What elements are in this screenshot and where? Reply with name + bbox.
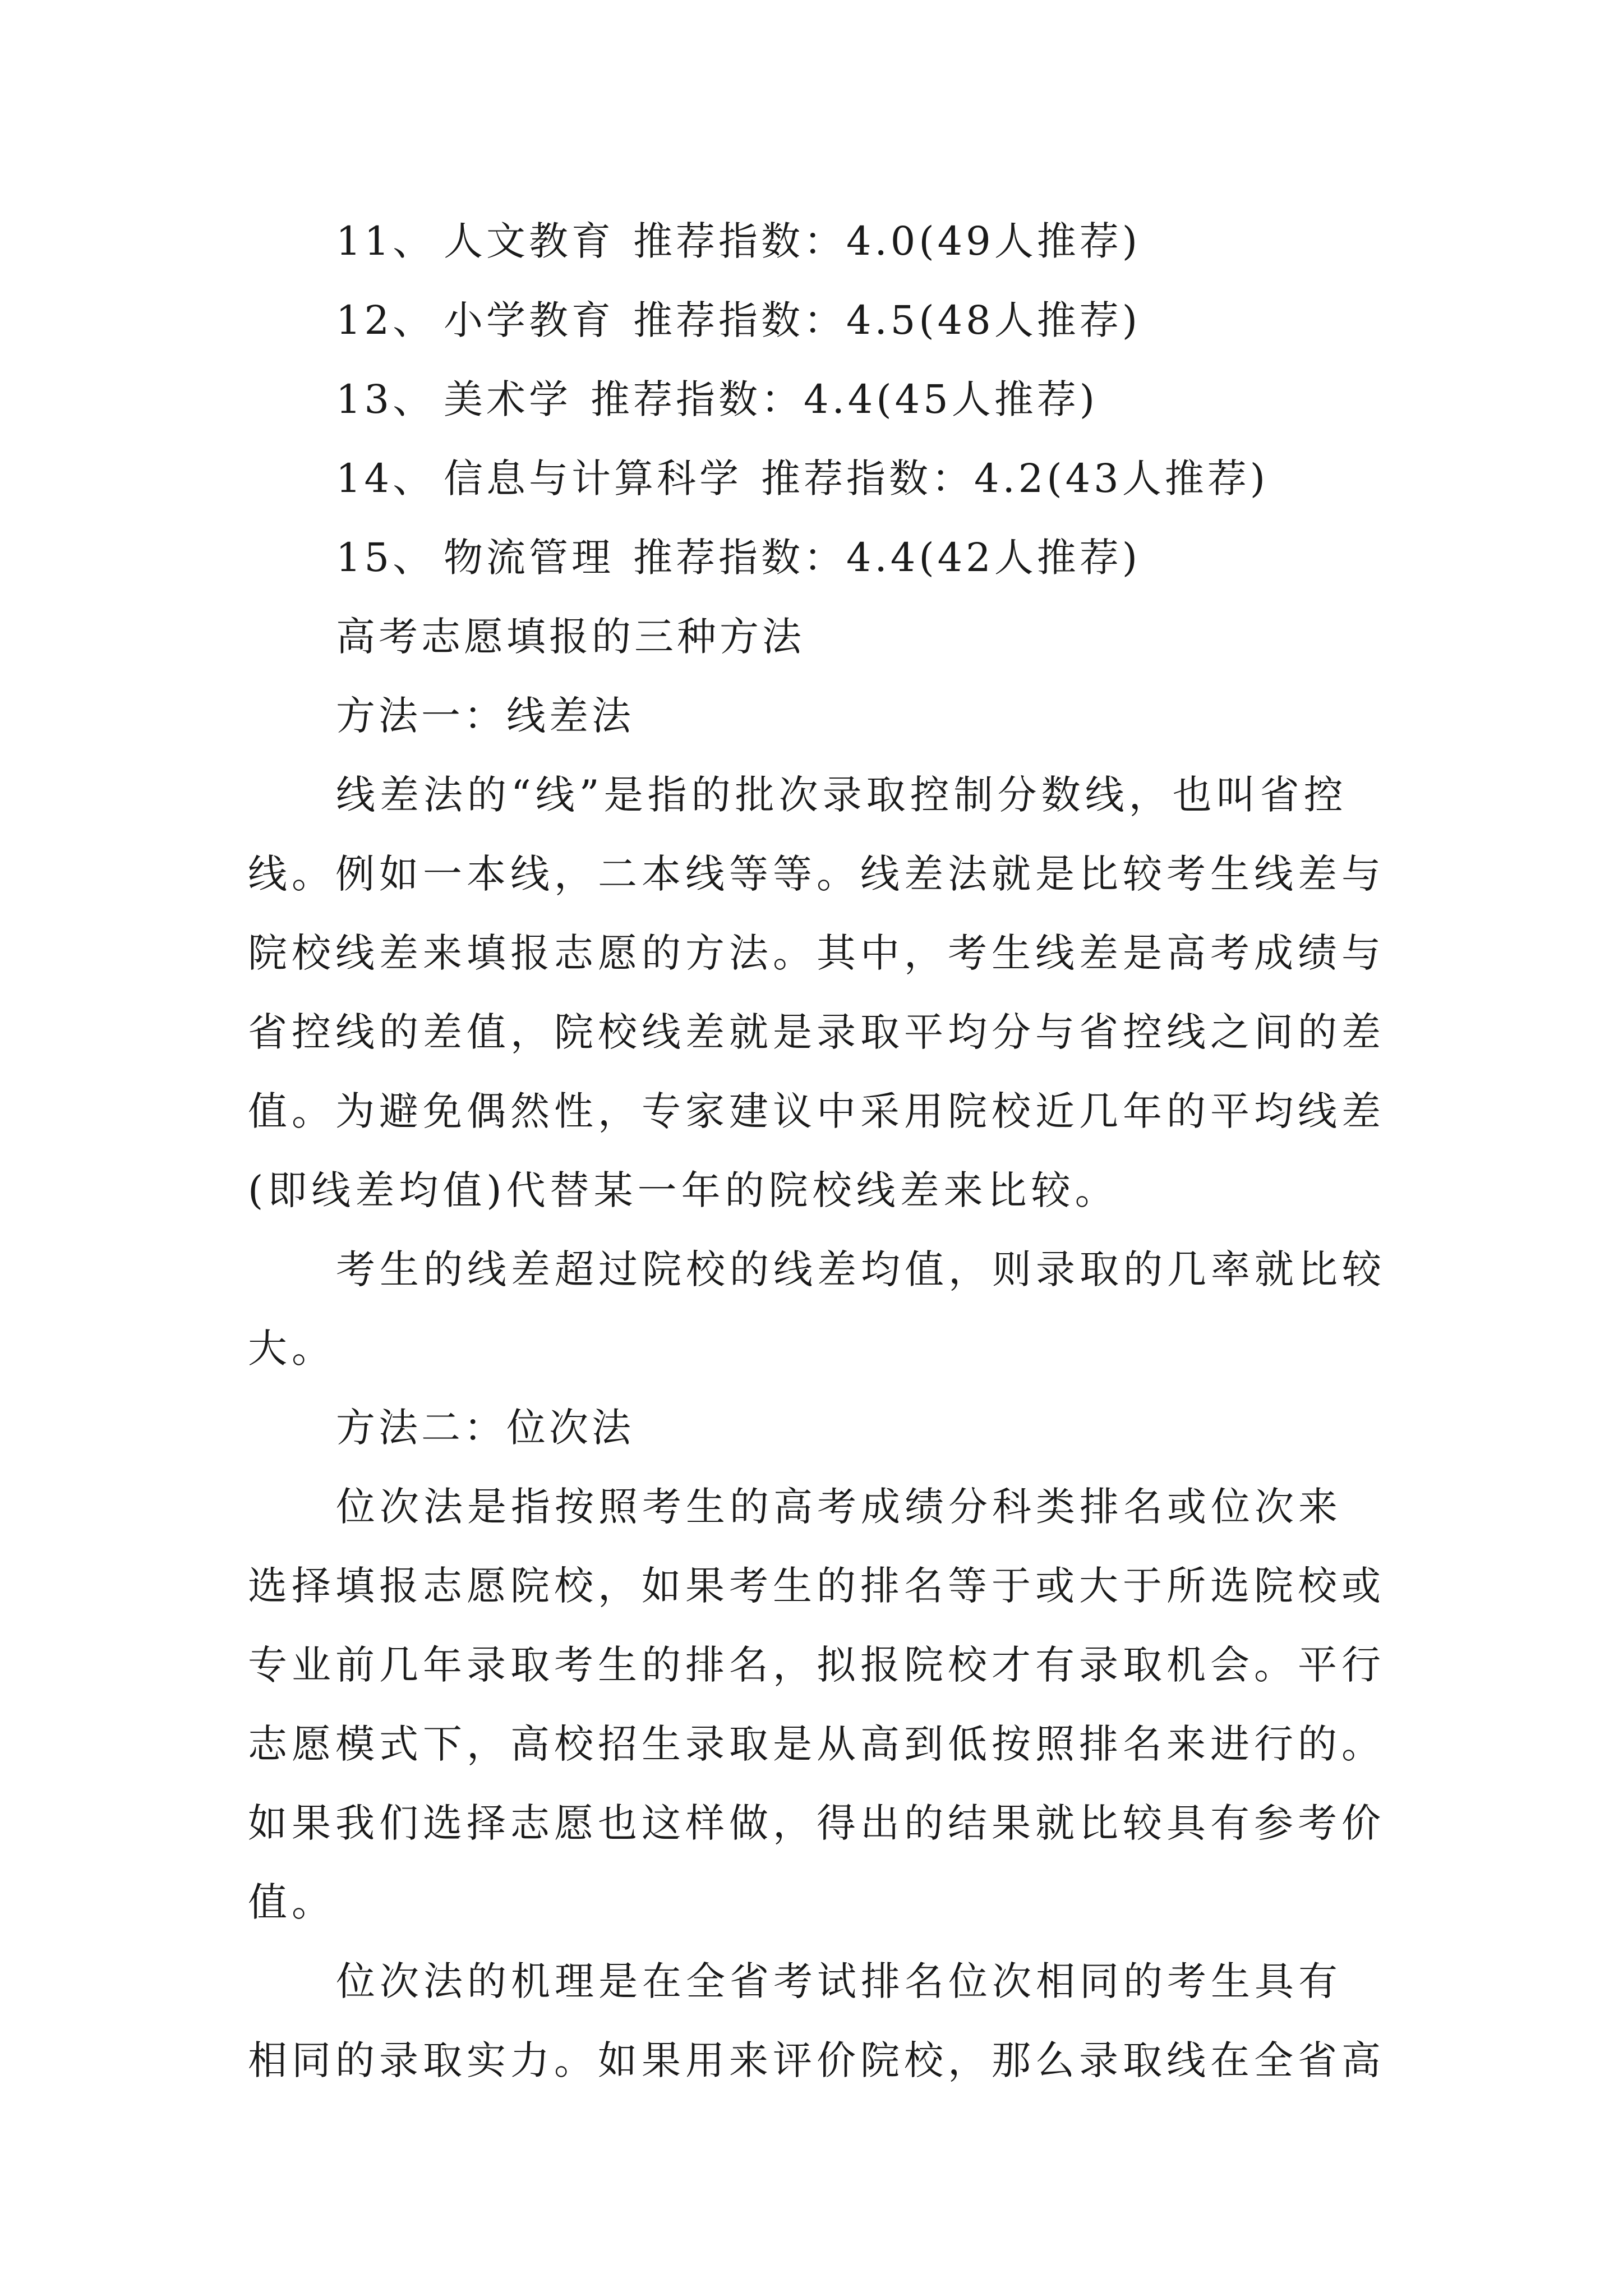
list-item-rating: 推荐指数：4.5(48人推荐): [633, 297, 1141, 343]
document-body: [248, 202, 1392, 2100]
list-item-rating: 推荐指数：4.4(45人推荐): [591, 376, 1099, 422]
method1-paragraph-1: [248, 756, 1392, 1230]
list-item-number: 12、: [336, 297, 436, 343]
list-item-name: 物流管理: [444, 535, 614, 581]
major-list: [248, 202, 1392, 597]
list-item-number: 11、: [336, 218, 436, 264]
paragraph-line: 大。: [248, 1326, 335, 1372]
list-item-number: 15、: [336, 535, 436, 581]
paragraph-line: 专业前几年录取考生的排名，拟报院校才有录取机会。平行: [248, 1642, 1385, 1688]
paragraph-line: 如果我们选择志愿也这样做，得出的结果就比较具有参考价: [248, 1800, 1385, 1846]
list-item: [248, 360, 1392, 439]
method1-heading: 方法一：线差法: [336, 693, 634, 739]
paragraph-line: 值。: [248, 1879, 335, 1925]
paragraph-line: (即线差均值)代替某一年的院校线差来比较。: [248, 1167, 1119, 1213]
paragraph-line: 院校线差来填报志愿的方法。其中，考生线差是高考成绩与: [248, 930, 1385, 976]
section-title: 高考志愿填报的三种方法: [336, 614, 805, 660]
paragraph-line: 省控线的差值，院校线差就是录取平均分与省控线之间的差: [248, 1009, 1385, 1055]
list-item-number: 13、: [336, 376, 436, 422]
paragraph-line: 考生的线差超过院校的线差均值，则录取的几率就比较: [336, 1246, 1386, 1292]
list-item-name: 人文教育: [444, 218, 614, 264]
list-item-name: 美术学: [444, 376, 571, 422]
paragraph-line: 位次法是指按照考生的高考成绩分科类排名或位次来: [336, 1484, 1342, 1530]
method2-heading: 方法二：位次法: [336, 1405, 634, 1451]
list-item-number: 14、: [336, 455, 436, 501]
list-item-rating: 推荐指数：4.4(42人推荐): [633, 535, 1141, 581]
paragraph-line: 线差法的“线”是指的批次录取控制分数线，也叫省控: [336, 772, 1348, 818]
method2-paragraph-2: [248, 1942, 1392, 2100]
method2-paragraph-1: [248, 1467, 1392, 1942]
paragraph-line: 位次法的机理是在全省考试排名位次相同的考生具有: [336, 1958, 1342, 2004]
paragraph-line: 志愿模式下，高校招生录取是从高到低按照排名来进行的。: [248, 1721, 1385, 1767]
list-item-name: 信息与计算科学: [444, 455, 742, 501]
list-item-rating: 推荐指数：4.2(43人推荐): [761, 455, 1269, 501]
list-item: [248, 202, 1392, 281]
list-item: [248, 281, 1392, 360]
list-item: [248, 439, 1392, 518]
list-item-rating: 推荐指数：4.0(49人推荐): [633, 218, 1141, 264]
list-item: [248, 518, 1392, 597]
paragraph-line: 值。为避免偶然性，专家建议中采用院校近几年的平均线差: [248, 1088, 1385, 1134]
paragraph-line: 相同的录取实力。如果用来评价院校，那么录取线在全省高: [248, 2037, 1385, 2083]
method1-paragraph-2: [248, 1230, 1392, 1388]
paragraph-line: 线。例如一本线，二本线等等。线差法就是比较考生线差与: [248, 851, 1385, 897]
list-item-name: 小学教育: [444, 297, 614, 343]
paragraph-line: 选择填报志愿院校，如果考生的排名等于或大于所选院校或: [248, 1563, 1385, 1609]
